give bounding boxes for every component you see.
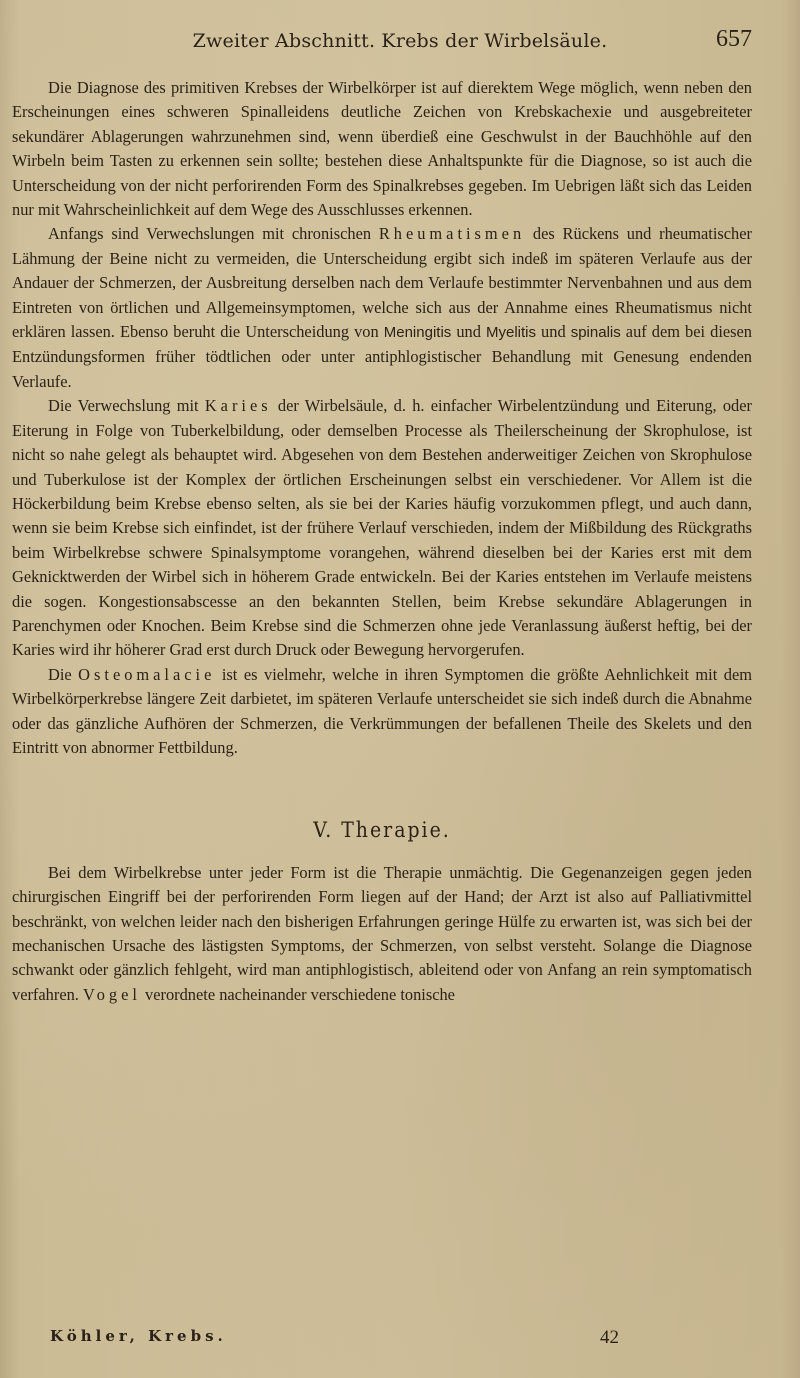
signature-mark: Köhler, Krebs. — [50, 1327, 227, 1345]
body-text — [12, 76, 752, 1007]
running-head — [0, 26, 800, 62]
paragraph-text: Die Verwechslung mit — [48, 396, 205, 416]
paragraph-text: verordnete nacheinander verschiedene tonische — [140, 984, 455, 1004]
latin-term: Meningitis — [383, 324, 452, 342]
sheet-number: 42 — [600, 1327, 619, 1348]
section-heading: V. Therapie. — [313, 818, 451, 843]
paragraph-therapy — [12, 861, 752, 1007]
paragraph-karies — [12, 394, 752, 662]
paragraph-osteomalacie — [12, 663, 752, 761]
emphasized-term: Vogel — [82, 984, 141, 1004]
paragraph-text: auf dem bei diesen Entzündungsformen früher tödtlichen oder unter antiphlogistischer Behandlung mit Genesung endenden Verlaufe. — [12, 322, 753, 391]
paragraph-text: und — [536, 322, 571, 342]
paragraph-text: und — [451, 322, 486, 342]
emphasized-term: Karies — [204, 396, 272, 416]
page-footer — [0, 1327, 800, 1357]
paragraph-text: des Rückens und rheumatischer Lähmung der Beine nicht zu vermeiden, die Unterscheidung ergibt sich indeß im späteren Verlaufe aus der Andauer der Schmerzen, der Ausbreitung derselben nach dem Verlaufe bestimmter Nervenbahnen und aus dem Eintreten von örtlichen und Allgemeinsymptomen, welche sich aus der Annahme eines Rheumatismus nicht erklären lassen. Ebenso beruht die Unterscheidung von — [12, 224, 752, 342]
latin-term: spinalis — [570, 324, 621, 342]
paragraph-text: der Wirbelsäule, d. h. einfacher Wirbelentzündung und Eiterung, oder Eiterung in Folge von Tuberkelbildung, oder demselben Processe als Theilerscheinung der Skrophulose, ist nicht so nahe gelegt als behauptet wird. Abgesehen von dem Bestehen anderweitiger Zeichen von Skrophulose und Tuberkulose ist der Komplex der örtlichen Erscheinungen selbst ein verschiedener. Vor Allem ist die Höckerbildung beim Krebse ebenso selten, als sie bei der Karies häufig vorzukommen pflegt, und auch dann, wenn sie beim Krebse sich einfindet, ist der frühere Verlauf verschieden, indem der Mißbildung des Rückgraths beim Wirbelkrebse schwere Spinalsymptome vorangehen, während dieselben bei der Karies erst mit dem Geknicktwerden der Wirbel sich in höherem Grade entwickeln. Bei der Karies entstehen im Verlaufe meistens die sogen. Kongestionsabscesse an den bekannten Stellen, beim Krebse sekundäre Ablagerungen in Parenchymen oder Knochen. Beim Krebse sind die Schmerzen ohne jede Veranlassung äußerst heftig, bei der Karies wird ihr höherer Grad erst durch Druck oder Bewegung hervorgerufen. — [12, 396, 752, 660]
paragraph-text: Anfangs sind Verwechslungen mit chronischen — [48, 224, 379, 244]
paragraph-rheumatism — [12, 222, 752, 394]
paragraph-text: ist es vielmehr, welche in ihren Symptomen die größte Aehnlichkeit mit dem Wirbelkörperkrebse längere Zeit darbietet, im späteren Verlaufe unterscheidet sie sich indeß durch die Abnahme oder das gänzliche Aufhören der Schmerzen, die Verkrümmungen der befallenen Theile des Skelets und den Eintritt von abnormer Fettbildung. — [12, 664, 753, 757]
running-title: Zweiter Abschnitt. Krebs der Wirbelsäule. — [192, 30, 608, 52]
paragraph-text: Bei dem Wirbelkrebse unter jeder Form ist die Therapie unmächtig. Die Gegenanzeigen gegen jeden chirurgischen Eingriff bei der perforirenden Form liegen auf der Hand; der Arzt ist also auf Palliativmittel beschränkt, von welchen leider nach den bisherigen Erfahrungen geringe Hülfe zu erwarten ist, was sich bei der mechanischen Ursache des lästigsten Symptoms, der Schmerzen, von selbst versteht. Solange die Diagnose schwankt oder gänzlich fehlgeht, wird man antiphlogistisch, ableitend oder von Anfang an rein symptomatisch verfahren. — [12, 862, 752, 1004]
emphasized-term: Osteomalacie — [78, 664, 216, 684]
paragraph-text: Die Diagnose des primitiven Krebses der Wirbelkörper ist auf dierektem Wege möglich, wenn neben den Erscheinungen eines schweren Spinalleidens deutliche Zeichen von Krebskachexie und ausgebreiteter sekundärer Ablagerungen wahrzunehmen sind, wenn überdieß eine Geschwulst in der Bauchhöhle auf den Wirbeln beim Tasten zu erkennen sein sollte; bestehen diese Anhaltspunkte für die Diagnose, so ist auch die Unterscheidung von der nicht perforirenden Form des Spinalkrebses gegeben. Im Uebrigen läßt sich das Leiden nur mit Wahrscheinlichkeit auf dem Wege des Ausschlusses erkennen. — [12, 78, 752, 220]
page-number: 657 — [716, 26, 752, 52]
paragraph-diagnosis — [12, 76, 752, 222]
latin-term: Myelitis — [485, 324, 536, 342]
emphasized-term: Rheumatismen — [378, 224, 526, 244]
paragraph-text: Die — [48, 664, 79, 684]
